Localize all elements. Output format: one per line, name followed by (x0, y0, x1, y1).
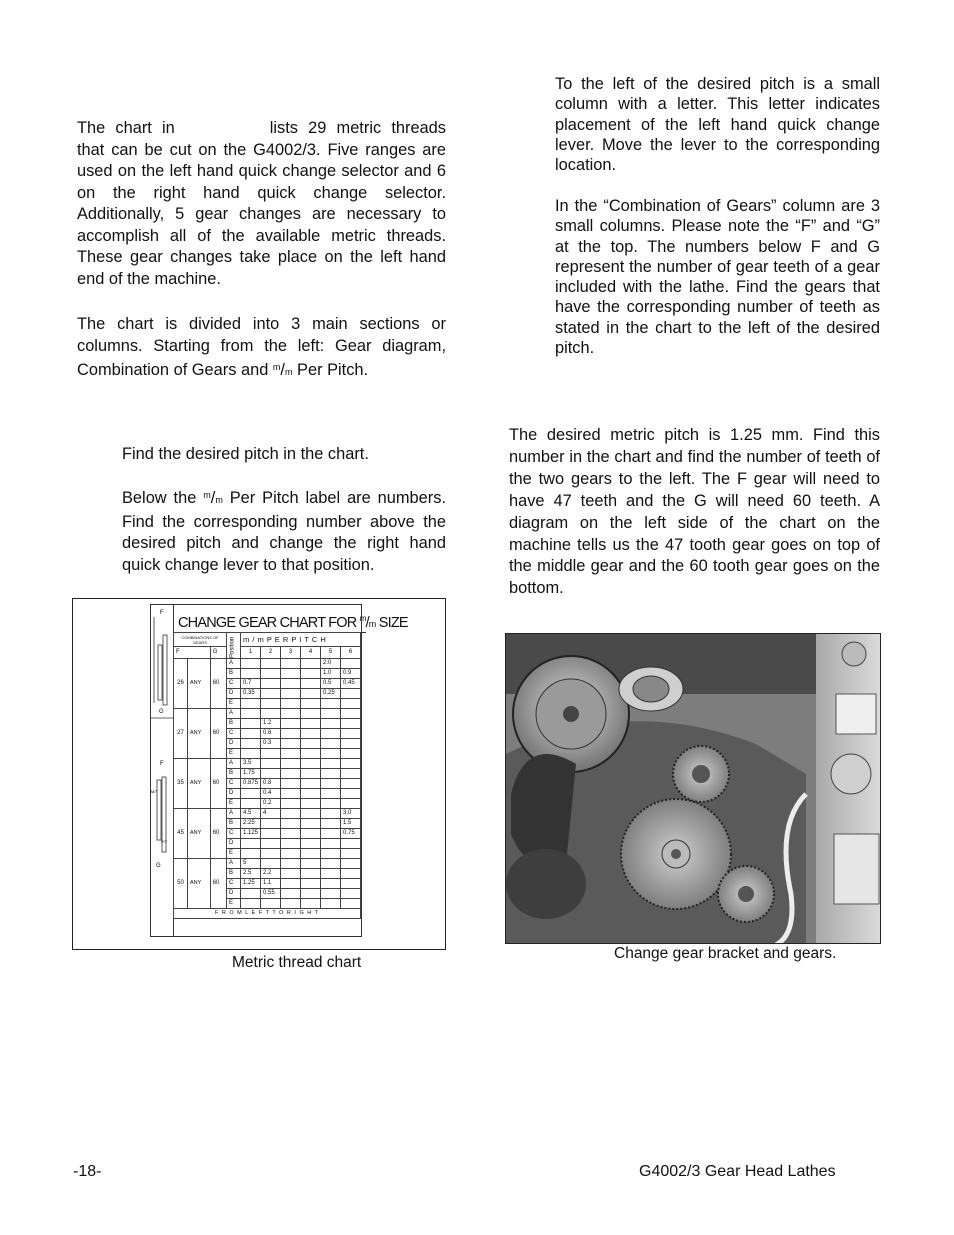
position-letter: E (226, 699, 240, 709)
position-letter: E (226, 749, 240, 759)
pitch-value (281, 659, 301, 669)
pitch-value (281, 679, 301, 689)
pitch-value (341, 799, 361, 809)
pitch-value (240, 719, 260, 729)
pitch-value (261, 689, 281, 699)
pitch-value: 0.55 (261, 889, 281, 899)
pitch-value (281, 859, 301, 869)
pitch-value (240, 749, 260, 759)
pitch-value: 3.0 (341, 809, 361, 819)
intro-paragraph (77, 118, 446, 290)
pitch-value: 1.2 (261, 719, 281, 729)
pitch-value (240, 849, 260, 859)
pitch-value (321, 789, 341, 799)
gear-any-value: ANY (188, 709, 211, 759)
position-letter: C (226, 779, 240, 789)
gears-text: In the “Combination of Gears” column are 3 small columns. Please note the “F” and “G” at the top. The numbers below F and G represent the number of gear teeth of a gear included with the lathe. Find the gears that have the corresponding number of teeth as stated in the chart to the left of the desired pitch. (555, 197, 880, 358)
pitch-value (341, 899, 361, 909)
position-letter: C (226, 679, 240, 689)
table-footer-row (174, 909, 361, 919)
change-gear-chart (150, 604, 408, 937)
table-row (174, 809, 361, 819)
pitch-value (321, 899, 341, 909)
pitch-value (321, 779, 341, 789)
pitch-value: 0.9 (341, 669, 361, 679)
sections-text-end: Per Pitch. (292, 361, 369, 379)
pitch-value (281, 799, 301, 809)
intro-text-start: The chart in (77, 119, 175, 137)
position-letter: B (226, 869, 240, 879)
pitch-value: 0.8 (261, 779, 281, 789)
pitch-value (281, 839, 301, 849)
pitch-value (301, 679, 321, 689)
step-2-text-rest: Per Pitch label are numbers. Find the corresponding number above the desired pitch and change the right hand quick change lever to that position. (122, 489, 446, 574)
pitch-value (341, 889, 361, 899)
pitch-value (341, 699, 361, 709)
pitch-value (301, 659, 321, 669)
pitch-value (281, 779, 301, 789)
position-letter: B (226, 769, 240, 779)
example-paragraph (509, 425, 880, 600)
pitch-value (301, 899, 321, 909)
pitch-value (281, 819, 301, 829)
pitch-value (281, 789, 301, 799)
pitch-value (341, 849, 361, 859)
pitch-value (341, 729, 361, 739)
pitch-value (261, 709, 281, 719)
pitch-value: 0.35 (240, 689, 260, 699)
pitch-col-header: 6 (341, 647, 361, 659)
pitch-value (301, 699, 321, 709)
table-row (174, 659, 361, 669)
gears-paragraph (555, 196, 880, 358)
pitch-value (341, 659, 361, 669)
pitch-value (281, 689, 301, 699)
diagram-label-small-1: M/T (151, 789, 158, 794)
unit-m-sup: m (272, 362, 281, 372)
pitch-value (301, 689, 321, 699)
position-letter: E (226, 849, 240, 859)
gear-f-value: 27 (174, 709, 188, 759)
pitch-value (301, 729, 321, 739)
pitch-value (240, 699, 260, 709)
sections-text: The chart is divided into 3 main sections or columns. Starting from the left: Gear diagram, Combination of Gears and (77, 315, 446, 379)
pitch-value (240, 739, 260, 749)
example-text: The desired metric pitch is 1.25 mm. Find this number in the chart and find the number of teeth of the two gears to the left. The F gear will need to have 47 teeth and the G will need 60 teeth. A diagram on the left side of the chart on the machine tells us the 47 tooth gear goes on top of the middle gear and the 60 tooth gear goes on the bottom. (509, 426, 880, 598)
chart-title-unit-sup: m (359, 614, 366, 623)
position-letter: B (226, 669, 240, 679)
pitch-value (321, 699, 341, 709)
pitch-value (341, 789, 361, 799)
pitch-value: 0.75 (341, 829, 361, 839)
unit-slash: / (280, 361, 285, 379)
pitch-value (261, 699, 281, 709)
gear-f-value: 35 (174, 759, 188, 809)
page-number: -18- (73, 1163, 102, 1180)
gear-f-value: 50 (174, 859, 188, 909)
position-letter: D (226, 839, 240, 849)
position-letter: B (226, 819, 240, 829)
pitch-value (240, 789, 260, 799)
gear-any-value: ANY (188, 809, 211, 859)
position-letter: A (226, 809, 240, 819)
pitch-value (301, 759, 321, 769)
photo-illustration (506, 634, 881, 944)
gear-table (173, 632, 361, 919)
pitch-value (240, 899, 260, 909)
pitch-value (281, 829, 301, 839)
pitch-value (341, 759, 361, 769)
pitch-value: 0.6 (261, 729, 281, 739)
pitch-value (301, 739, 321, 749)
pitch-value (301, 809, 321, 819)
pitch-value (281, 719, 301, 729)
change-gear-bracket-photo (505, 633, 881, 944)
pitch-value (341, 859, 361, 869)
position-letter: C (226, 829, 240, 839)
pitch-value (301, 789, 321, 799)
pitch-value (261, 819, 281, 829)
step-1-text: Find the desired pitch in the chart. (122, 445, 369, 463)
pitch-value (321, 819, 341, 829)
gear-g-value: 60 (210, 759, 226, 809)
gear-any-value: ANY (188, 859, 211, 909)
step-2-unit-sup: m (203, 490, 211, 500)
pitch-value (321, 769, 341, 779)
pitch-value (321, 879, 341, 889)
pitch-value (321, 889, 341, 899)
pitch-value (281, 899, 301, 909)
pitch-value: 1.1 (261, 879, 281, 889)
pitch-value (301, 819, 321, 829)
footer-title: G4002/3 Gear Head Lathes (639, 1163, 836, 1180)
pitch-value (261, 839, 281, 849)
gear-diagram (151, 605, 174, 936)
pitch-value (301, 829, 321, 839)
pitch-value: 1.5 (341, 819, 361, 829)
per-pitch-header: m / m P E R P I T C H (240, 633, 360, 647)
pitch-value (240, 839, 260, 849)
pitch-value (281, 889, 301, 899)
pitch-value (301, 849, 321, 859)
col-g-header: G (210, 647, 226, 659)
pitch-value (321, 729, 341, 739)
metric-thread-chart-figure (72, 598, 446, 950)
pitch-value (281, 739, 301, 749)
pitch-value: 2.5 (240, 869, 260, 879)
position-header: Position (226, 633, 240, 659)
pitch-value (301, 889, 321, 899)
pitch-value (341, 719, 361, 729)
pitch-value (321, 849, 341, 859)
pitch-value (341, 709, 361, 719)
position-letter: A (226, 709, 240, 719)
combinations-header: COMBINATIONS OF GEARS (174, 633, 227, 647)
position-letter: A (226, 759, 240, 769)
pitch-value: 0.25 (321, 689, 341, 699)
diagram-label-small-2: P/T (161, 839, 168, 844)
pitch-value (321, 749, 341, 759)
intro-text-rest: lists 29 metric threads that can be cut on the G4002/3. Five ranges are used on the left hand quick change selector and 6 on the right hand quick change selector. Additionally, 5 gear changes are necessary to accomplish all of the available metric threads. These gear changes take place on the left hand end of the machine. (77, 119, 446, 288)
position-letter: D (226, 789, 240, 799)
pitch-value (321, 839, 341, 849)
position-letter: C (226, 729, 240, 739)
pitch-value (321, 709, 341, 719)
pitch-value (321, 859, 341, 869)
chart-title-size: SIZE (378, 615, 408, 631)
lever-text: To the left of the desired pitch is a small column with a letter. This letter indicates placement of the left hand quick change lever. Move the lever to the corresponding location. (555, 75, 880, 175)
pitch-value (281, 749, 301, 759)
pitch-value (261, 759, 281, 769)
gear-g-value: 60 (210, 709, 226, 759)
pitch-value: 3.5 (240, 759, 260, 769)
pitch-value: 2.25 (240, 819, 260, 829)
pitch-value (281, 869, 301, 879)
position-letter: A (226, 859, 240, 869)
pitch-value (240, 889, 260, 899)
pitch-value (321, 809, 341, 819)
lever-paragraph (555, 74, 880, 175)
pitch-value (261, 899, 281, 909)
pitch-value: 4 (261, 809, 281, 819)
position-letter: B (226, 719, 240, 729)
diagram-label-f-mid: F (160, 761, 164, 767)
pitch-value: 1.0 (321, 669, 341, 679)
col-f-header: F (174, 647, 211, 659)
pitch-value (261, 669, 281, 679)
pitch-value (240, 669, 260, 679)
diagram-label-f-top: F (160, 610, 164, 616)
pitch-value (301, 839, 321, 849)
pitch-value (301, 779, 321, 789)
pitch-value (341, 769, 361, 779)
table-row (174, 859, 361, 869)
pitch-value (341, 689, 361, 699)
step-2: Below the $^m$/m Per Pitch label are numbers. Find the corresponding number above the desired pitch and change the right hand quick change lever to that position. (122, 489, 446, 574)
pitch-value: 1.125 (240, 829, 260, 839)
pitch-value (240, 729, 260, 739)
pitch-value (261, 659, 281, 669)
pitch-value (301, 719, 321, 729)
pitch-value (301, 709, 321, 719)
gear-f-value: 26 (174, 659, 188, 709)
pitch-value: 0.45 (341, 679, 361, 689)
pitch-value (281, 769, 301, 779)
pitch-value (341, 879, 361, 889)
pitch-col-header: 4 (301, 647, 321, 659)
pitch-value (301, 749, 321, 759)
gear-g-value: 60 (210, 859, 226, 909)
pitch-value: 5 (240, 859, 260, 869)
gear-f-value: 45 (174, 809, 188, 859)
pitch-value (301, 669, 321, 679)
chart-title-unit-sub: m (368, 619, 376, 629)
pitch-col-header: 5 (321, 647, 341, 659)
photo-caption: Change gear bracket and gears. (614, 945, 837, 962)
pitch-value (281, 669, 301, 679)
pitch-value: 4.5 (240, 809, 260, 819)
pitch-value: 1.25 (240, 879, 260, 889)
gear-any-value: ANY (188, 759, 211, 809)
pitch-value (281, 729, 301, 739)
pitch-value (341, 839, 361, 849)
gear-any-value: ANY (188, 659, 211, 709)
pitch-value (321, 739, 341, 749)
pitch-value: 0.875 (240, 779, 260, 789)
pitch-value (240, 709, 260, 719)
position-letter: D (226, 689, 240, 699)
pitch-value (281, 879, 301, 889)
chart-caption: Metric thread chart (232, 954, 362, 971)
pitch-value (240, 799, 260, 809)
sections-paragraph (77, 314, 446, 384)
chart-title: CHANGE GEAR CHART FOR $^m$/m SIZE (173, 605, 366, 633)
pitch-value (321, 799, 341, 809)
pitch-value (341, 749, 361, 759)
from-left-to-right-note: F R O M L E F T T O R I G H T (174, 909, 361, 919)
pitch-value (321, 719, 341, 729)
position-letter: D (226, 739, 240, 749)
pitch-value: 0.3 (261, 739, 281, 749)
pitch-value (261, 679, 281, 689)
pitch-value (281, 809, 301, 819)
table-subheader-row (174, 647, 361, 659)
pitch-col-header: 3 (281, 647, 301, 659)
pitch-value (341, 779, 361, 789)
pitch-value (301, 769, 321, 779)
table-row (174, 709, 361, 719)
pitch-value (301, 869, 321, 879)
pitch-col-header: 1 (240, 647, 260, 659)
pitch-value (281, 699, 301, 709)
gear-g-value: 60 (210, 809, 226, 859)
pitch-value (261, 829, 281, 839)
pitch-value (261, 769, 281, 779)
gear-g-value: 60 (210, 659, 226, 709)
diagram-label-g-top: G (159, 709, 164, 715)
gear-diagram-svg (151, 605, 173, 936)
position-letter: C (226, 879, 240, 889)
step-2-text-start: Below the (122, 489, 197, 507)
pitch-value (341, 739, 361, 749)
step-2-unit-sub: m (215, 495, 223, 505)
step-1 (122, 444, 446, 466)
pitch-value (301, 879, 321, 889)
position-letter: E (226, 899, 240, 909)
pitch-value: 1.75 (240, 769, 260, 779)
pitch-value: 2.2 (261, 869, 281, 879)
diagram-label-g-bottom: G (156, 863, 161, 869)
pitch-value: 0.7 (240, 679, 260, 689)
pitch-value: 0.4 (261, 789, 281, 799)
table-header-row (174, 633, 361, 647)
pitch-value (240, 659, 260, 669)
pitch-value (281, 849, 301, 859)
pitch-value (261, 749, 281, 759)
chart-title-text: CHANGE GEAR CHART FOR (178, 615, 357, 631)
pitch-value (321, 829, 341, 839)
unit-m-sub: m (284, 367, 293, 377)
pitch-value (321, 869, 341, 879)
position-letter: E (226, 799, 240, 809)
pitch-value: 0.5 (321, 679, 341, 689)
pitch-value (261, 859, 281, 869)
pitch-value (261, 849, 281, 859)
pitch-col-header: 2 (261, 647, 281, 659)
pitch-value (341, 869, 361, 879)
pitch-value (281, 759, 301, 769)
table-row (174, 759, 361, 769)
pitch-value (301, 799, 321, 809)
pitch-value: 0.2 (261, 799, 281, 809)
position-letter: D (226, 889, 240, 899)
pitch-value: 2.0 (321, 659, 341, 669)
position-letter: A (226, 659, 240, 669)
pitch-value (281, 709, 301, 719)
pitch-value (301, 859, 321, 869)
pitch-value (321, 759, 341, 769)
